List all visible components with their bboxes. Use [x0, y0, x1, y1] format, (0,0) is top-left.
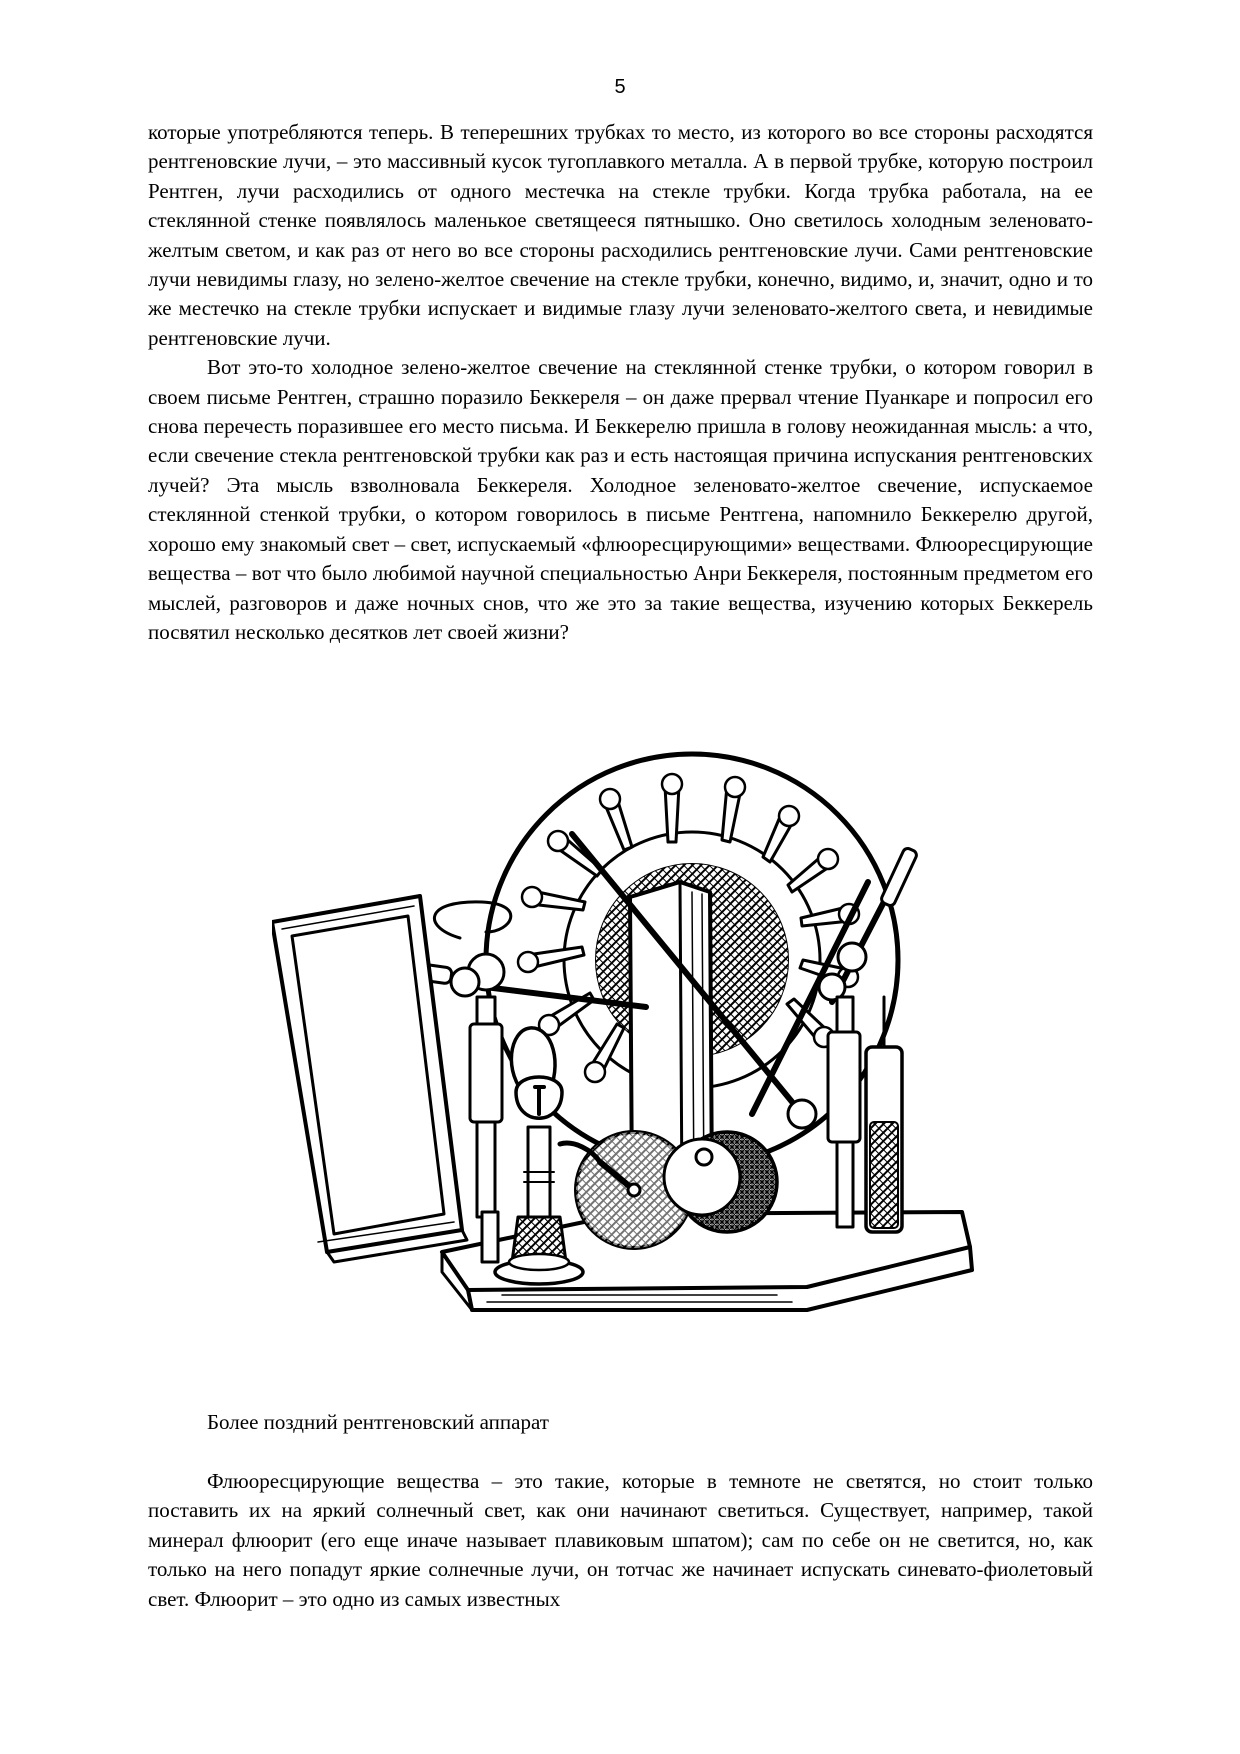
right-column — [828, 997, 860, 1227]
left-column — [470, 997, 502, 1262]
body-text-top — [148, 118, 1093, 647]
paragraph: Флюоресцирующие вещества – это такие, которые в темноте не светятся, но стоит только поставить их на яркий солнечный свет, как они начинают светиться. Существует, например, такой минерал флюорит (его еще иначе называет плавиковым шпатом); сам по себе он не светится, но, как только на него попадут яркие солнечные лучи, он тотчас же начинает испускать синевато-фиолетовый свет. Флюорит – это одно из самых известных — [148, 1469, 1093, 1611]
fluorescent-screen-frame — [272, 896, 467, 1262]
body-text-bottom — [148, 1467, 1093, 1614]
figure-caption: Более поздний рентгеновский аппарат — [207, 1410, 549, 1434]
page-number: 5 — [614, 76, 626, 98]
x-ray-apparatus-illustration — [272, 742, 1062, 1390]
paragraph: которые употребляются теперь. В теперешних трубках то место, из которого во все стороны расходятся рентгеновские лучи, – это массивный кусок тугоплавкого металла. А в первой трубке, которую построил Рентген, лучи расходились от одного местечка на стекле трубки. Когда трубка работала, на ее стеклянной стенке появлялось маленькое светящееся пятнышко. Оно светилось холодным зеленовато-желтым светом, и как раз от него во все стороны расходились рентгеновские лучи. Сами рентгеновские лучи невидимы глазу, но зелено-желтое свечение на стекле трубки, конечно, видимо, и, значит, одно и то же местечко на стекле трубки испускает и видимые глазу лучи зеленовато-желтого света, и невидимые рентгеновские лучи. — [148, 120, 1093, 350]
paragraph: Вот это-то холодное зелено-желтое свечение на стеклянной стенке трубки, о котором говорил в своем письме Рентген, страшно поразило Беккереля – он даже прервал чтение Пуанкаре и попросил его снова перечесть поразившее его место письма. И Беккерелю пришла в голову неожиданная мысль: а что, если свечение стекла рентгеновской трубки как раз и есть настоящая причина испускания рентгеновских лучей? Эта мысль взволновала Беккереля. Холодное зеленовато-желтое свечение, испускаемое стеклянной стенкой трубки, о котором говорилось в письме Рентгена, напомнило Беккерелю другой, хорошо ему знакомый свет – свет, испускаемый «флюоресцирующими» веществами. Флюоресцирующие вещества – вот что было любимой научной специальностью Анри Беккереля, постоянным предметом его мыслей, разговоров и даже ночных снов, что же это за такие вещества, изучению которых Беккерель посвятил несколько десятков лет своей жизни? — [148, 355, 1093, 644]
rod-end-knob — [788, 1100, 816, 1128]
